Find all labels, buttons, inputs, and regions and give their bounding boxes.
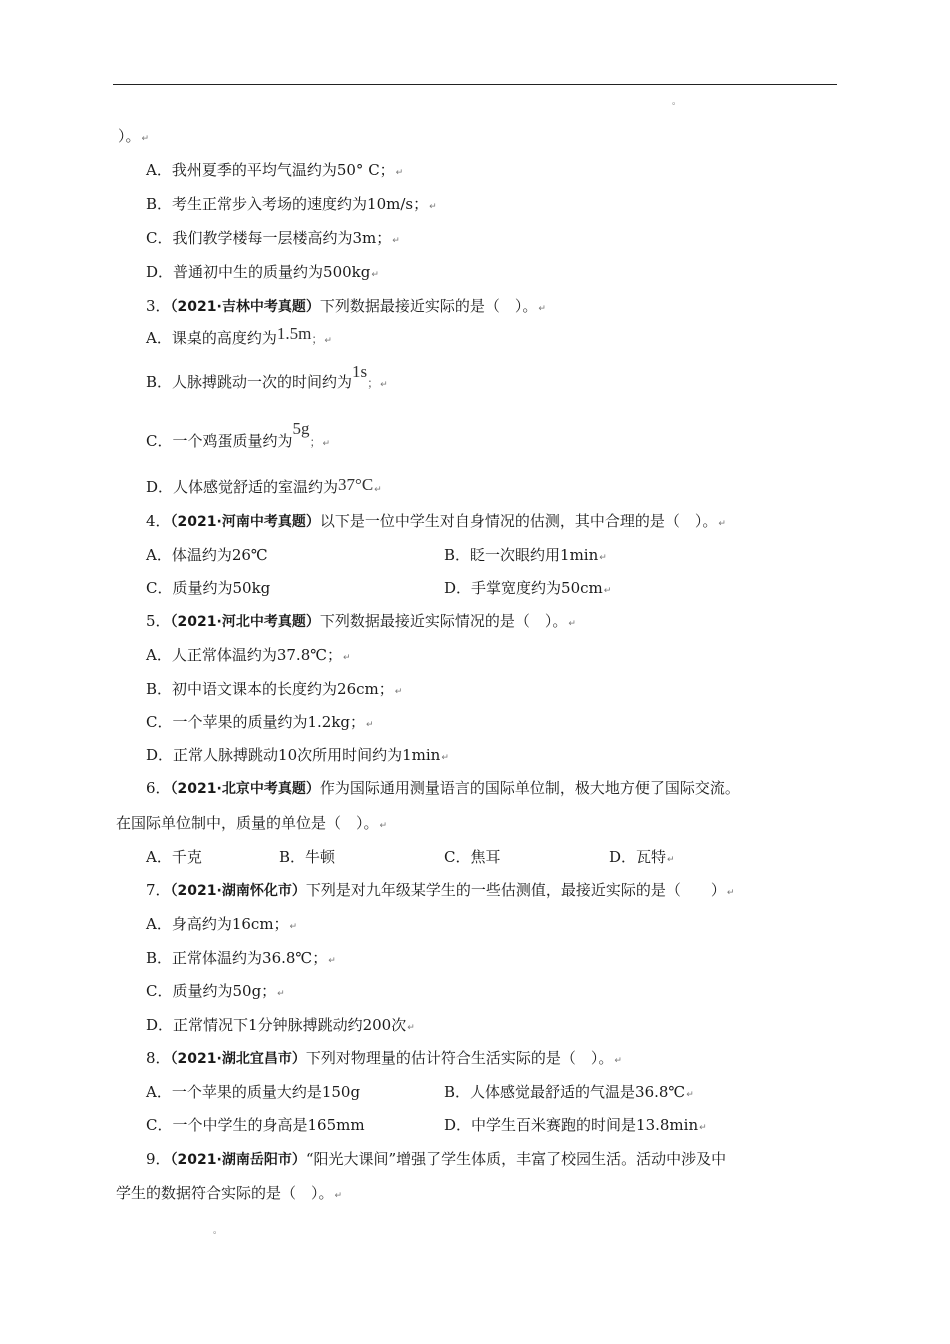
question-3: 3．（2021·吉林中考真题）下列数据最接近实际的是（ ）。↵ [146, 297, 546, 315]
option-d: D．普通初中生的质量约为500kg↵ [146, 263, 379, 281]
header-mark: 。 [672, 97, 682, 107]
question-5: 5．（2021·河北中考真题）下列数据最接近实际情况的是（ ）。↵ [146, 612, 576, 630]
header-rule [113, 84, 837, 85]
q7-option-a: A．身高约为16cm；↵ [146, 915, 298, 933]
q3-option-d: D．人体感觉舒适的室温约为37°C↵ [146, 475, 382, 496]
question-7: 7．（2021·湖南怀化市）下列是对九年级某学生的一些估测值，最接近实际的是（ ）↵ [146, 881, 735, 899]
q6-option-c: C．焦耳 [444, 848, 501, 866]
option-a: A．我州夏季的平均气温约为50° C；↵ [146, 161, 404, 179]
q7-option-d: D．正常情况下1分钟脉搏跳动约200次↵ [146, 1016, 415, 1034]
q8-option-a: A．一个苹果的质量大约是150g [146, 1083, 361, 1101]
q6-option-d: D．瓦特↵ [609, 848, 675, 866]
question-4: 4．（2021·河南中考真题）以下是一位中学生对自身情况的估测，其中合理的是（ ）。↵ [146, 512, 726, 530]
q8-option-c: C．一个中学生的身高是165mm [146, 1116, 365, 1134]
q3-option-c: C．一个鸡蛋质量约为5g；↵ [146, 419, 331, 450]
option-c: C．我们教学楼每一层楼高约为3m；↵ [146, 229, 400, 247]
question-6: 6．（2021·北京中考真题）作为国际通用测量语言的国际单位制，极大地方便了国际交流。 [146, 779, 740, 797]
q4-option-d: D．手掌宽度约为50cm↵ [444, 579, 612, 597]
q5-option-a: A．人正常体温约为37.8℃；↵ [146, 646, 351, 664]
q7-option-b: B．正常体温约为36.8℃；↵ [146, 949, 336, 967]
q7-option-c: C．质量约为50g；↵ [146, 982, 285, 1000]
question-6-cont: 在国际单位制中，质量的单位是（ ）。↵ [116, 814, 388, 832]
q3-option-a: A．课桌的高度约为1.5m；↵ [146, 324, 332, 347]
footer-mark: 。 [213, 1226, 223, 1236]
q5-option-b: B．初中语文课本的长度约为26cm；↵ [146, 680, 403, 698]
q6-option-b: B．牛顿 [279, 848, 336, 866]
question-8: 8．（2021·湖北宜昌市）下列对物理量的估计符合生活实际的是（ ）。↵ [146, 1049, 622, 1067]
continuation-line: ）。↵ [118, 127, 150, 145]
question-9-cont: 学生的数据符合实际的是（ ）。↵ [116, 1184, 343, 1202]
q3-option-b: B．人脉搏跳动一次的时间约为1s；↵ [146, 362, 388, 391]
q4-option-a: A．体温约为26℃ [146, 546, 268, 564]
option-b: B．考生正常步入考场的速度约为10m/s；↵ [146, 195, 437, 213]
q5-option-d: D．正常人脉搏跳动10次所用时间约为1min↵ [146, 746, 449, 764]
q5-option-c: C．一个苹果的质量约为1.2kg；↵ [146, 713, 374, 731]
q4-option-c: C．质量约为50kg [146, 579, 271, 597]
q6-option-a: A．千克 [146, 848, 202, 866]
question-9: 9．（2021·湖南岳阳市）“阳光大课间”增强了学生体质，丰富了校园生活。活动中涉及中 [146, 1150, 727, 1168]
q8-option-b: B．人体感觉最舒适的气温是36.8℃↵ [444, 1083, 694, 1101]
q8-option-d: D．中学生百米赛跑的时间是13.8min↵ [444, 1116, 707, 1134]
q4-option-b: B．眨一次眼约用1min↵ [444, 546, 607, 564]
